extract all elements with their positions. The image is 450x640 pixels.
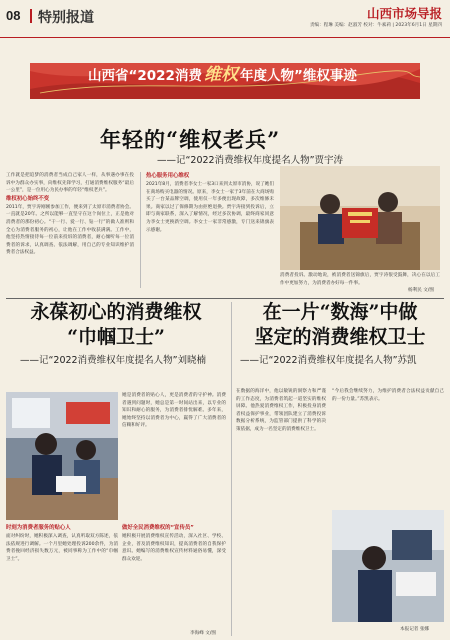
article1-photo: [280, 166, 440, 270]
banner-title: 山西省“2022消费 维权 年度人物”维权事迹: [88, 65, 357, 85]
article2-title: 永葆初心的消费维权 “巾帼卫士”: [30, 301, 202, 348]
page-number: 08: [6, 8, 21, 23]
topic-banner: [30, 63, 420, 99]
article2-col1: 时刻为消费者服务的贴心人 面对纠纷时，她积极深入调查，认真听取双方陈述，依法依规进行调解。一个月里她处理投诉200余件，为消费者挽回经济损失数万元，被同事称为工作中的“巾帼卫士”。: [6, 525, 118, 562]
masthead: 山西市场导报: [366, 6, 442, 21]
article1-col1: 工作就是把追梦的消费者当成自己家人一样，从事遇办事在投诉中为群众办实事，向维权先锋学习，打通消费维权服务“最后一公里”，是一位用心为民办事的年轻“维权老兵”。 维权初心始终不变 2011年，贾宇涛刚刚参加工作，便来到了太原市消费者协会。一直就是20年。之所以能够一直坚守在这个岗位上，正是他对消费者的那份初心。“干一行、爱一行、钻一行”的做人准则和全心为消费者服务的初心，让他在工作中收获满满。工作中，他坚持热情接待每一位前来投诉的消费者，耐心倾听每一位消费者的诉求，认真调查、依法调解，用自己的专业知识维护消费者合法权益。: [6, 173, 134, 256]
article1-subhead-2: 热心服务用心维权: [146, 173, 190, 179]
article3-subtitle: ——记“2022消费维权年度提名人物”苏凯: [240, 355, 417, 366]
article3-title: 在一片“数海”中做 坚定的消费维权卫士: [254, 301, 426, 348]
article3-col2: “今后我会继续努力，为维护消费者合法权益贡献自己的一份力量。”苏凯表示。: [332, 389, 444, 402]
section-title: 特别报道: [38, 10, 94, 26]
article1-credit: 杨利民 文/图: [408, 288, 434, 293]
article1-photo-caption: 消费者投诉。激动地说，被消费者送锦旗后，贾宇涛很受鼓舞，决心在以后工作中更加努力，为消费者办好每一件事。: [280, 273, 440, 286]
article2-col-right: 她是消费者的贴心人，更是消费者的守护神。消费者遇到问题时，她总是第一时间站出来，以专业的知识和耐心的服务，为消费者排忧解难。多年来，她始终坚持以消费者为中心，赢得了广大消费者的信赖和好评。: [122, 393, 226, 429]
article2-subtitle: ——记“2022消费维权年度提名人物”刘晓楠: [20, 355, 207, 366]
article1-subhead-1: 维权初心始终不变: [6, 195, 50, 202]
issue-meta: 责编：程琳 美编：赵淑芳 校对：牛素莉 | 2023年6月1日 星期四: [309, 23, 442, 28]
page-header: [0, 0, 450, 38]
article3-col1: 在数据的海洋中，他以敏锐的洞察力和严谨的工作态度，为消费者筑起一道坚实的维权屏障。他热爱消费维权工作，积极投身消费者权益保护事业，带领团队建立了消费投诉数据分析系统，为监管部门提供了科学的决策依据，成为一名坚定的消费维权卫士。: [236, 389, 326, 432]
column-rule: [231, 302, 232, 636]
article2-credit: 李海峰 文/图: [190, 631, 216, 636]
article1-subtitle: ——记“2022消费维权年度提名人物”贾宇涛: [157, 155, 344, 166]
header-divider: [30, 9, 32, 23]
article1-title: 年轻的“维权老兵”: [100, 127, 281, 152]
column-rule: [140, 172, 141, 288]
article2-col2: 做好全民消费维权的“宣传员” 她积极开展消费维权宣传活动，深入社区、学校、企业，普及消费维权知识，提高消费者的自我保护意识。她编写的消费维权宣传材料通俗易懂，深受群众欢迎。: [122, 525, 226, 562]
article2-subhead-1: 时刻为消费者服务的贴心人: [6, 525, 71, 531]
article3-photo: [332, 510, 444, 622]
article3-credit: 本报记者 张娜: [400, 627, 430, 632]
article1-col2: 热心服务用心维权 2021年8月，消费者李女士一家3口来到太原市消协，说了她们在商场购买电器的情况。原来，李女士一家于3年前在大商场购买了一台某品牌空调，使用仅一年多便出现故障，多次维修未果。商家以过了保修期为由拒绝退换。贾宇涛接到投诉后，立即与商家联系，深入了解情况，经过多次协调，最终商家同意为李女士更换新空调。李女士一家非常感激，专门送来锦旗表示感谢。: [146, 173, 274, 233]
article2-photo: [6, 392, 118, 520]
article2-subhead-2: 做好全民消费维权的“宣传员”: [122, 525, 194, 531]
horizontal-rule: [6, 298, 444, 299]
